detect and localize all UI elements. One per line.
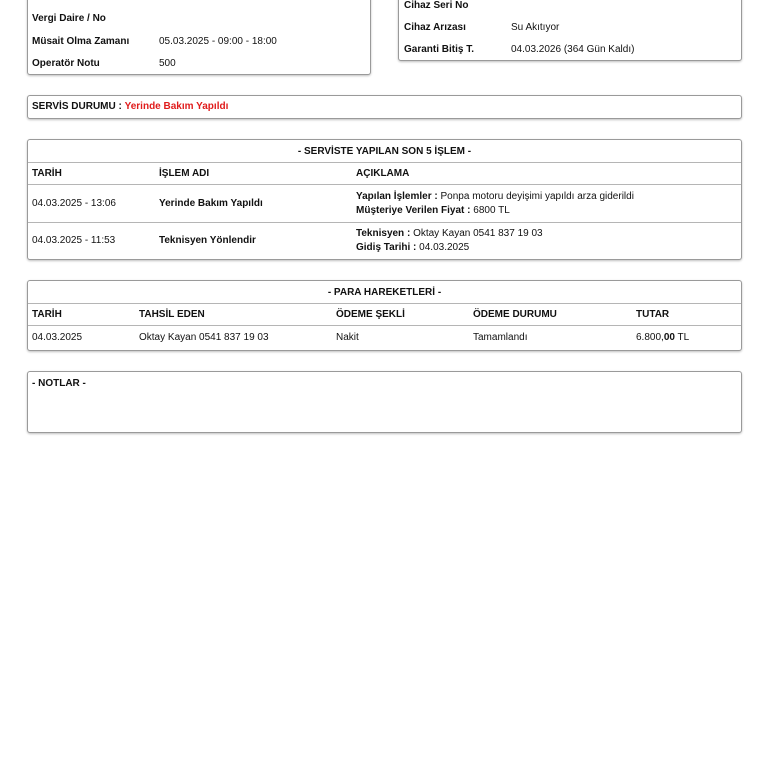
last-operations-box — [27, 139, 742, 260]
column-header-payment-method: ÖDEME ŞEKLİ — [336, 309, 405, 320]
operation-description-line — [356, 205, 510, 216]
column-header-collector: TAHSİL EDEN — [139, 309, 205, 320]
divider — [28, 184, 741, 185]
column-header-payment-status: ÖDEME DURUMU — [473, 309, 557, 320]
operation-description-line — [356, 191, 634, 202]
description-label: Müşteriye Verilen Fiyat : — [356, 205, 471, 216]
operation-name: Yerinde Bakım Yapıldı — [159, 198, 263, 209]
column-header-date: TARİH — [32, 168, 62, 179]
divider — [28, 162, 741, 163]
description-label: Gidiş Tarihi : — [356, 242, 417, 253]
divider — [28, 303, 741, 304]
device-fault-value: Su Akıtıyor — [511, 22, 560, 33]
warranty-end-value: 04.03.2026 (364 Gün Kaldı) — [511, 44, 635, 55]
device-fault-label: Cihaz Arızası — [404, 22, 466, 33]
payment-amount — [636, 332, 689, 343]
operation-name: Teknisyen Yönlendir — [159, 235, 256, 246]
amount-main: 6.800, — [636, 332, 664, 343]
payment-collector: Oktay Kayan 0541 837 19 03 — [139, 332, 269, 343]
amount-currency: TL — [677, 332, 690, 343]
last-operations-title: - SERVİSTE YAPILAN SON 5 İŞLEM - — [297, 146, 472, 157]
column-header-description: AÇIKLAMA — [356, 168, 410, 179]
amount-decimal: 00 — [663, 332, 675, 343]
divider — [28, 325, 741, 326]
operator-note-label: Operatör Notu — [32, 58, 100, 69]
payment-method: Nakit — [336, 332, 359, 343]
operation-date: 04.03.2025 - 11:53 — [32, 235, 116, 246]
tax-office-label: Vergi Daire / No — [32, 13, 106, 24]
description-label: Yapılan İşlemler : — [356, 191, 438, 202]
notes-box — [27, 371, 742, 433]
service-status-box — [27, 95, 742, 119]
column-header-amount: TUTAR — [636, 309, 670, 320]
operation-description-line — [356, 242, 469, 253]
column-header-operation-name: İŞLEM ADI — [159, 168, 210, 179]
customer-info-box — [27, 0, 371, 75]
description-label: Teknisyen : — [356, 228, 411, 239]
payments-box — [27, 280, 742, 351]
payments-title: - PARA HAREKETLERİ - — [327, 287, 442, 298]
description-value: 6800 TL — [473, 205, 510, 216]
availability-label: Müsait Olma Zamanı — [32, 36, 130, 47]
description-value: 04.03.2025 — [419, 242, 470, 253]
notes-title: - NOTLAR - — [32, 378, 86, 389]
payment-date: 04.03.2025 — [32, 332, 83, 343]
service-status-label: SERVİS DURUMU : — [32, 101, 122, 112]
availability-value: 05.03.2025 - 09:00 - 18:00 — [159, 36, 277, 47]
operation-date: 04.03.2025 - 13:06 — [32, 198, 116, 209]
service-status — [32, 101, 228, 112]
warranty-end-label: Garanti Bitiş T. — [404, 44, 475, 55]
operator-note-value: 500 — [159, 58, 176, 69]
device-info-box — [398, 0, 742, 61]
divider — [28, 222, 741, 223]
service-status-value: Yerinde Bakım Yapıldı — [124, 101, 229, 112]
payment-status: Tamamlandı — [473, 332, 528, 343]
description-value: Oktay Kayan 0541 837 19 03 — [413, 228, 543, 239]
description-value: Ponpa motoru deyişimi yapıldı arza giderildi — [440, 191, 634, 202]
device-serial-label: Cihaz Seri No — [404, 0, 469, 11]
column-header-date: TARİH — [32, 309, 62, 320]
operation-description-line — [356, 228, 543, 239]
